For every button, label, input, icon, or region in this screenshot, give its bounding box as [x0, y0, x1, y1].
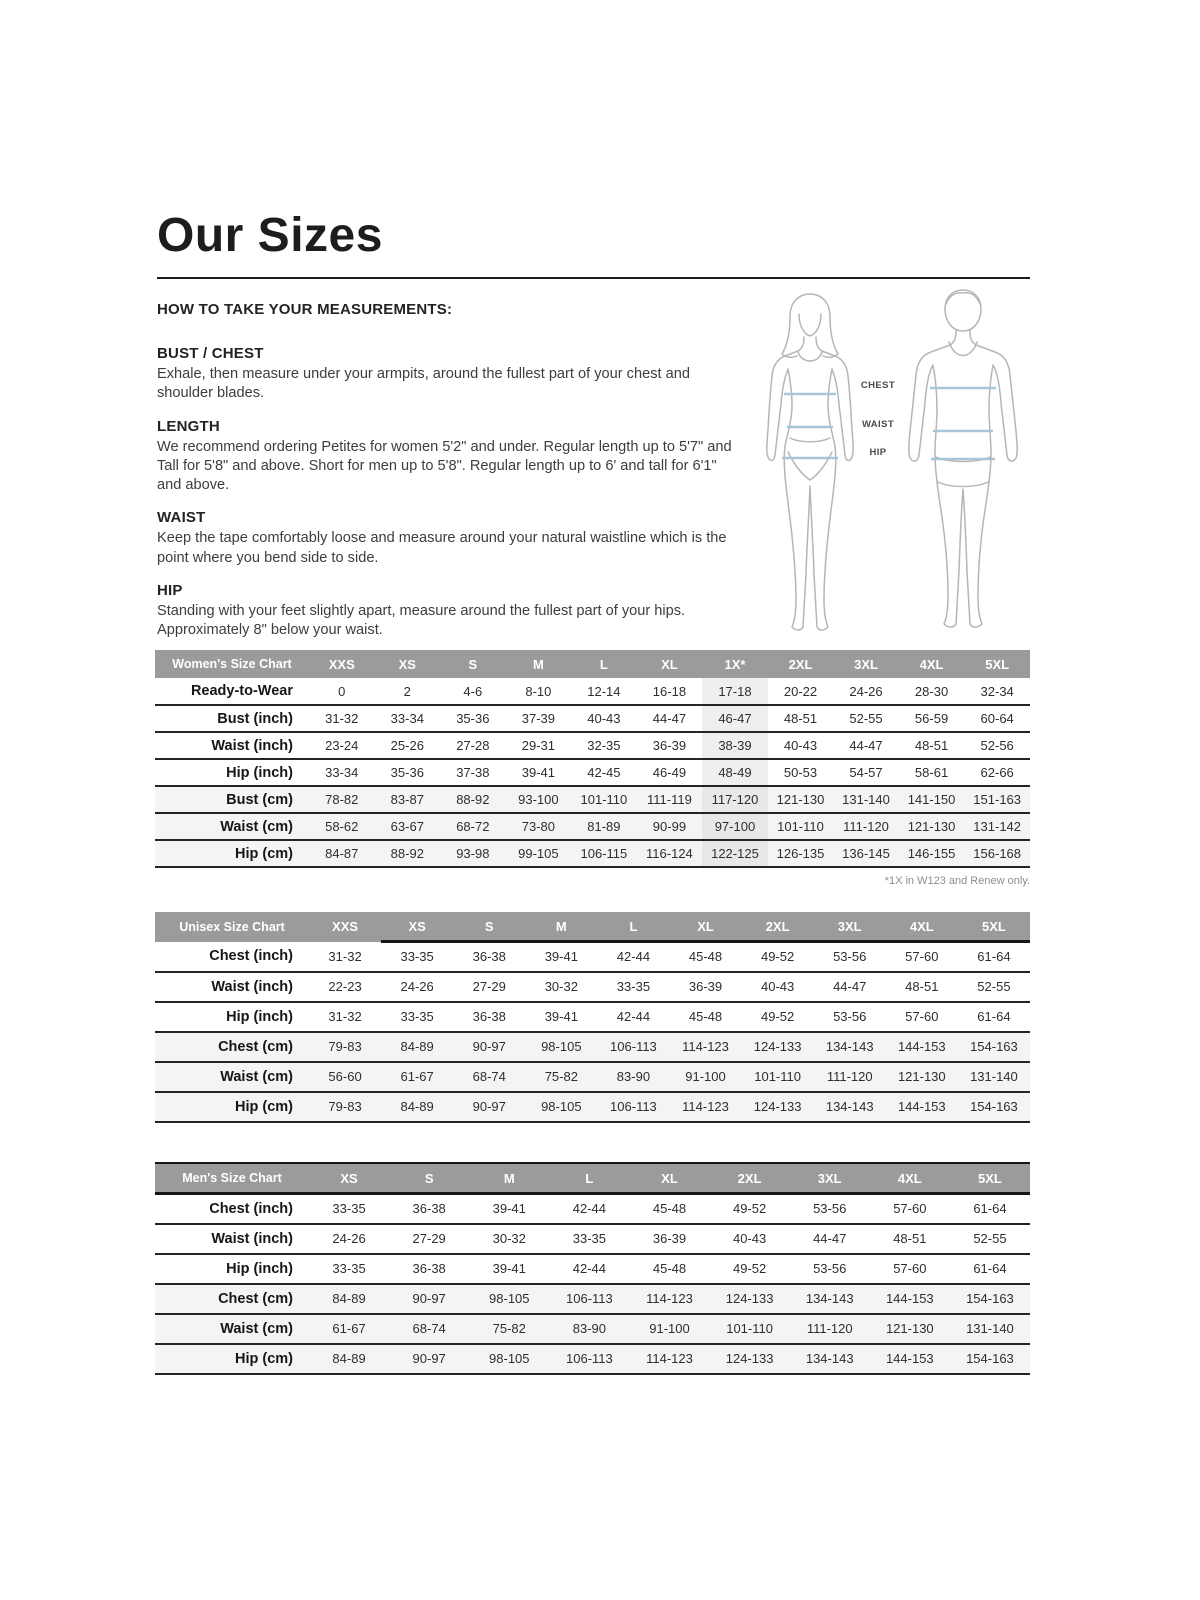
size-value-cell: 61-64 [977, 1009, 1011, 1024]
instruction-section-waist [157, 509, 737, 568]
size-value-cell: 106-113 [566, 1351, 613, 1366]
size-header-cell: 4XL [899, 650, 965, 678]
size-value-cell: 97-100 [702, 813, 768, 840]
size-value-cell: 27-29 [412, 1231, 446, 1246]
size-table-row [155, 705, 1030, 732]
size-table-row [155, 678, 1030, 705]
size-value-cell: 131-142 [973, 819, 1022, 834]
size-header-cell: 1X* [702, 650, 768, 678]
size-value-cell: 63-67 [390, 819, 424, 834]
size-value-cell: 42-44 [572, 1261, 606, 1276]
size-header-cell: XXS [309, 912, 381, 942]
instructions-heading: HOW TO TAKE YOUR MEASUREMENTS: [157, 301, 453, 318]
size-value-cell: 36-38 [472, 1009, 506, 1024]
size-value-cell: 30-32 [492, 1231, 526, 1246]
size-value-cell: 93-100 [518, 792, 559, 807]
size-value-cell: 32-34 [980, 683, 1014, 699]
size-value-cell: 31-32 [328, 1009, 362, 1024]
size-value-cell: 90-99 [652, 819, 687, 834]
size-value-cell: 40-43 [732, 1231, 767, 1246]
size-value-cell: 49-52 [760, 1009, 795, 1024]
row-label-cell: Waist (cm) [220, 1068, 293, 1085]
size-value-cell: 57-60 [905, 949, 939, 965]
size-value-cell: 52-55 [977, 979, 1011, 994]
size-value-cell: 88-92 [456, 792, 490, 807]
size-value-cell: 29-31 [521, 738, 555, 753]
size-value-cell: 52-55 [849, 711, 883, 726]
size-value-cell: 141-150 [907, 792, 956, 807]
size-header-cell: 2XL [742, 912, 814, 942]
size-header-cell: L [571, 650, 637, 678]
row-label-cell: Bust (cm) [226, 791, 293, 808]
size-value-cell: 98-105 [541, 1099, 582, 1114]
size-value-cell: 62-66 [980, 765, 1014, 780]
size-table-row [155, 759, 1030, 786]
size-header-cell: 5XL [958, 912, 1030, 942]
row-label-cell: Waist (inch) [211, 1230, 293, 1247]
table-header-row [155, 650, 1030, 678]
size-value-cell: 111-120 [826, 1069, 873, 1084]
size-value-cell: 90-97 [412, 1351, 446, 1366]
size-value-cell: 58-62 [325, 819, 359, 834]
size-value-cell: 81-89 [587, 819, 621, 834]
section-body: Exhale, then measure under your armpits, around the fullest part of your chest and shoulder blades. [157, 366, 690, 402]
size-value-cell: 106-113 [610, 1099, 657, 1114]
size-value-cell: 61-67 [332, 1321, 366, 1336]
size-table-row [155, 813, 1030, 840]
size-value-cell: 122-125 [702, 840, 768, 867]
size-value-cell: 124-133 [725, 1351, 774, 1366]
size-value-cell: 79-83 [328, 1039, 362, 1054]
size-value-cell: 42-44 [616, 949, 651, 965]
row-label-cell: Hip (cm) [235, 1350, 293, 1367]
size-value-cell: 33-35 [332, 1261, 366, 1276]
size-value-cell: 39-41 [544, 949, 578, 965]
size-value-cell: 28-30 [914, 683, 949, 699]
page-title: Our Sizes [157, 209, 383, 262]
size-value-cell: 44-47 [813, 1231, 847, 1246]
size-value-cell: 90-97 [472, 1039, 506, 1054]
size-value-cell: 68-74 [472, 1069, 506, 1084]
size-value-cell: 48-51 [905, 979, 939, 994]
section-body: We recommend ordering Petites for women 5'2" and under. Regular length up to 5'7" and Tall for 5'8" and above. Short for men up to 5'8". Regular length up to 6' and tall for 6'1" and above. [157, 438, 732, 493]
size-table-row [155, 1032, 1030, 1062]
size-value-cell: 49-52 [732, 1201, 767, 1217]
section-title: HIP [157, 581, 183, 599]
size-value-cell: 124-133 [753, 1039, 802, 1054]
size-value-cell: 98-105 [541, 1039, 582, 1054]
size-header-cell: XXS [309, 650, 375, 678]
size-table-row [155, 1314, 1030, 1344]
size-value-cell: 131-140 [970, 1069, 1018, 1084]
woman-figure-illustration [758, 290, 862, 636]
size-header-cell: XS [309, 1163, 389, 1194]
size-value-cell: 52-55 [973, 1231, 1007, 1246]
size-value-cell: 61-64 [973, 1261, 1007, 1276]
table-title-cell: Unisex Size Chart [155, 912, 309, 942]
size-value-cell: 131-140 [966, 1321, 1014, 1336]
size-value-cell: 101-110 [580, 792, 628, 807]
size-value-cell: 22-23 [328, 979, 362, 994]
size-value-cell: 38-39 [702, 732, 768, 759]
size-value-cell: 121-130 [897, 1069, 946, 1084]
row-label-cell: Chest (inch) [209, 1200, 293, 1217]
size-value-cell: 68-74 [412, 1321, 446, 1336]
row-label-cell: Bust (inch) [217, 710, 293, 727]
size-header-cell: 2XL [710, 1163, 790, 1194]
size-value-cell: 44-47 [833, 979, 867, 994]
size-value-cell: 156-168 [973, 846, 1022, 861]
size-value-cell: 27-28 [456, 738, 490, 753]
size-header-cell: 4XL [870, 1163, 950, 1194]
size-value-cell: 73-80 [521, 819, 555, 834]
size-value-cell: 78-82 [325, 792, 359, 807]
size-value-cell: 114-123 [682, 1039, 729, 1054]
size-value-cell: 106-113 [566, 1291, 613, 1306]
size-table-row [155, 1092, 1030, 1122]
size-value-cell: 90-97 [412, 1291, 446, 1306]
size-value-cell: 154-163 [970, 1099, 1018, 1114]
instruction-section-bust-chest [157, 345, 737, 404]
row-label-cell: Hip (inch) [226, 1008, 293, 1025]
size-table-row [155, 732, 1030, 759]
size-value-cell: 50-53 [783, 765, 818, 780]
size-value-cell: 33-35 [616, 979, 651, 994]
size-value-cell: 83-90 [572, 1321, 606, 1336]
size-value-cell: 39-41 [544, 1009, 578, 1024]
size-table-row [155, 1254, 1030, 1284]
size-value-cell: 40-43 [760, 979, 795, 994]
mens-size-chart-section [155, 1162, 1030, 1375]
women-size-chart-table [155, 650, 1030, 868]
size-header-cell: 4XL [886, 912, 958, 942]
size-value-cell: 56-59 [914, 711, 949, 726]
size-value-cell: 146-155 [907, 846, 956, 861]
size-value-cell: 114-123 [682, 1099, 729, 1114]
size-value-cell: 99-105 [518, 846, 559, 861]
row-label-cell: Hip (cm) [235, 1098, 293, 1115]
size-value-cell: 134-143 [805, 1351, 854, 1366]
size-value-cell: 39-41 [492, 1261, 526, 1276]
size-table-row [155, 942, 1030, 972]
size-value-cell: 106-115 [580, 846, 628, 861]
size-value-cell: 48-51 [783, 711, 818, 726]
size-value-cell: 48-49 [702, 759, 768, 786]
size-header-cell: XS [381, 912, 453, 942]
size-value-cell: 45-48 [652, 1201, 687, 1217]
size-value-cell: 24-26 [849, 683, 883, 699]
size-value-cell: 42-45 [587, 765, 621, 780]
row-label-cell: Hip (inch) [226, 1260, 293, 1277]
measurement-figures [752, 283, 1042, 639]
size-value-cell: 61-67 [400, 1069, 434, 1084]
size-table-row [155, 1062, 1030, 1092]
size-header-cell: 3XL [833, 650, 899, 678]
men-size-chart-table [155, 1162, 1030, 1375]
size-value-cell: 12-14 [587, 683, 621, 699]
measurement-instructions [157, 301, 737, 650]
size-value-cell: 114-123 [646, 1291, 693, 1306]
size-value-cell: 131-140 [842, 792, 890, 807]
size-table-row [155, 1344, 1030, 1374]
size-value-cell: 90-97 [472, 1099, 506, 1114]
size-value-cell: 57-60 [893, 1201, 927, 1217]
size-value-cell: 91-100 [649, 1321, 690, 1336]
size-value-cell: 0 [338, 683, 346, 699]
size-value-cell: 20-22 [783, 683, 818, 699]
size-header-cell: XL [669, 912, 741, 942]
size-value-cell: 36-38 [412, 1261, 446, 1276]
row-label-cell: Chest (inch) [209, 948, 293, 964]
instruction-section-hip [157, 582, 737, 641]
size-value-cell: 36-38 [412, 1201, 446, 1217]
size-value-cell: 36-38 [472, 949, 506, 965]
section-body: Standing with your feet slightly apart, measure around the fullest part of your hips. Approximately 8" below your waist. [157, 602, 686, 638]
size-value-cell: 46-49 [652, 765, 687, 780]
size-value-cell: 83-87 [390, 792, 424, 807]
size-value-cell: 75-82 [544, 1069, 578, 1084]
row-label-cell: Ready-to-Wear [190, 683, 293, 699]
size-value-cell: 101-110 [777, 819, 824, 834]
size-header-cell: S [440, 650, 506, 678]
table-title-cell: Men's Size Chart [155, 1163, 309, 1194]
size-header-cell: S [453, 912, 525, 942]
size-value-cell: 111-120 [843, 819, 889, 834]
size-value-cell: 126-135 [776, 846, 825, 861]
size-value-cell: 37-38 [456, 765, 490, 780]
size-value-cell: 144-153 [885, 1351, 934, 1366]
size-value-cell: 57-60 [905, 1009, 939, 1024]
size-table-row [155, 1224, 1030, 1254]
size-value-cell: 106-113 [610, 1039, 657, 1054]
size-value-cell: 68-72 [456, 819, 490, 834]
size-value-cell: 111-120 [806, 1321, 853, 1336]
size-value-cell: 45-48 [688, 949, 723, 965]
size-value-cell: 4-6 [463, 683, 483, 699]
size-value-cell: 8-10 [525, 683, 552, 699]
size-value-cell: 57-60 [893, 1261, 927, 1276]
size-value-cell: 31-32 [328, 948, 362, 964]
instruction-section-length [157, 418, 737, 496]
size-header-cell: 2XL [768, 650, 834, 678]
unisex-size-chart-table [155, 912, 1030, 1123]
table-header-row [155, 1163, 1030, 1194]
size-value-cell: 154-163 [966, 1291, 1014, 1306]
size-value-cell: 121-130 [907, 819, 956, 834]
size-value-cell: 53-56 [813, 1261, 847, 1276]
size-value-cell: 144-153 [885, 1291, 934, 1306]
size-value-cell: 36-39 [652, 1231, 687, 1246]
size-value-cell: 154-163 [966, 1351, 1014, 1366]
size-value-cell: 36-39 [652, 738, 687, 753]
size-value-cell: 116-124 [646, 846, 693, 861]
size-value-cell: 56-60 [328, 1069, 362, 1084]
size-value-cell: 134-143 [825, 1039, 874, 1054]
row-label-cell: Waist (inch) [211, 978, 293, 995]
size-value-cell: 136-145 [842, 846, 890, 861]
size-value-cell: 45-48 [652, 1261, 687, 1276]
size-header-cell: XL [629, 1163, 709, 1194]
size-value-cell: 39-41 [521, 765, 555, 780]
size-table-row [155, 1284, 1030, 1314]
size-value-cell: 48-51 [893, 1231, 927, 1246]
size-value-cell: 45-48 [688, 1009, 723, 1024]
size-value-cell: 144-153 [897, 1099, 946, 1114]
size-header-cell: L [597, 912, 669, 942]
size-value-cell: 75-82 [492, 1321, 526, 1336]
size-header-cell: 5XL [964, 650, 1030, 678]
row-label-cell: Waist (inch) [211, 737, 293, 754]
size-value-cell: 52-56 [980, 738, 1014, 753]
size-value-cell: 117-120 [702, 786, 768, 813]
size-value-cell: 23-24 [325, 738, 359, 753]
size-value-cell: 111-119 [647, 792, 692, 807]
size-value-cell: 61-64 [973, 1201, 1007, 1217]
row-label-cell: Hip (inch) [226, 764, 293, 781]
size-table-row [155, 840, 1030, 867]
size-value-cell: 60-64 [980, 711, 1014, 726]
size-value-cell: 2 [403, 683, 411, 699]
size-value-cell: 134-143 [805, 1291, 854, 1306]
size-value-cell: 61-64 [977, 949, 1011, 965]
section-title: BUST / CHEST [157, 345, 264, 362]
size-value-cell: 154-163 [970, 1039, 1018, 1054]
table-footnote: *1X in W123 and Renew only. [884, 875, 1030, 887]
section-title: LENGTH [157, 417, 220, 435]
womens-size-chart-section [155, 650, 1030, 887]
size-value-cell: 98-105 [489, 1291, 530, 1306]
size-value-cell: 42-44 [572, 1201, 606, 1217]
section-body: Keep the tape comfortably loose and measure around your natural waistline which is the point where you bend side to side. [157, 530, 727, 566]
size-value-cell: 24-26 [400, 979, 434, 994]
size-value-cell: 98-105 [489, 1351, 530, 1366]
hip-label: HIP [869, 447, 887, 458]
size-table-row [155, 786, 1030, 813]
size-header-cell: M [506, 650, 572, 678]
size-value-cell: 124-133 [725, 1291, 774, 1306]
size-value-cell: 54-57 [849, 765, 883, 780]
size-value-cell: 144-153 [897, 1039, 946, 1054]
size-value-cell: 46-47 [702, 705, 768, 732]
size-value-cell: 37-39 [521, 711, 555, 726]
size-value-cell: 84-89 [400, 1039, 434, 1054]
size-value-cell: 88-92 [390, 846, 424, 861]
size-value-cell: 49-52 [732, 1261, 767, 1276]
size-value-cell: 44-47 [652, 711, 687, 726]
size-value-cell: 121-130 [885, 1321, 934, 1336]
title-divider [157, 277, 1030, 279]
size-value-cell: 44-47 [849, 738, 883, 753]
size-value-cell: 84-89 [400, 1099, 434, 1114]
size-value-cell: 33-35 [400, 1009, 434, 1024]
size-value-cell: 42-44 [616, 1009, 651, 1024]
size-header-cell: 5XL [950, 1163, 1030, 1194]
size-table-row [155, 1194, 1030, 1224]
size-value-cell: 35-36 [456, 711, 490, 726]
size-header-cell: XS [375, 650, 441, 678]
unisex-size-chart-section [155, 912, 1030, 1123]
size-value-cell: 124-133 [753, 1099, 802, 1114]
size-value-cell: 31-32 [325, 711, 359, 726]
size-value-cell: 53-56 [833, 949, 867, 965]
size-value-cell: 24-26 [332, 1231, 366, 1246]
size-value-cell: 33-34 [390, 711, 424, 726]
size-header-cell: 3XL [814, 912, 886, 942]
size-table-row [155, 972, 1030, 1002]
size-value-cell: 49-52 [760, 949, 795, 965]
size-value-cell: 35-36 [390, 765, 424, 780]
size-value-cell: 58-61 [914, 765, 949, 780]
size-value-cell: 91-100 [685, 1069, 726, 1084]
size-value-cell: 83-90 [616, 1069, 651, 1084]
row-label-cell: Chest (cm) [218, 1038, 293, 1055]
chest-label: CHEST [860, 380, 896, 391]
size-value-cell: 114-123 [646, 1351, 693, 1366]
size-value-cell: 30-32 [544, 979, 578, 994]
size-value-cell: 84-87 [325, 846, 359, 861]
section-title: WAIST [157, 509, 206, 527]
waist-label: WAIST [861, 419, 895, 430]
size-value-cell: 36-39 [688, 979, 723, 994]
row-label-cell: Chest (cm) [218, 1290, 293, 1307]
table-title-cell: Women's Size Chart [155, 650, 309, 678]
size-value-cell: 48-51 [914, 738, 949, 753]
man-figure-illustration [900, 285, 1026, 641]
size-value-cell: 33-35 [572, 1231, 606, 1246]
size-value-cell: 40-43 [587, 711, 621, 726]
size-value-cell: 32-35 [587, 738, 621, 753]
size-header-cell: 3XL [790, 1163, 870, 1194]
row-label-cell: Waist (cm) [220, 1320, 293, 1337]
size-value-cell: 134-143 [825, 1099, 874, 1114]
size-value-cell: 121-130 [776, 792, 825, 807]
size-value-cell: 93-98 [456, 846, 490, 861]
size-value-cell: 53-56 [813, 1201, 847, 1217]
size-header-cell: XL [637, 650, 703, 678]
size-value-cell: 33-35 [332, 1201, 366, 1217]
size-header-cell: M [469, 1163, 549, 1194]
size-header-cell: M [525, 912, 597, 942]
size-value-cell: 151-163 [973, 792, 1022, 807]
size-value-cell: 79-83 [328, 1099, 362, 1114]
size-value-cell: 17-18 [702, 678, 768, 705]
size-value-cell: 25-26 [390, 738, 424, 753]
size-value-cell: 101-110 [754, 1069, 801, 1084]
size-value-cell: 16-18 [652, 683, 687, 699]
row-label-cell: Hip (cm) [235, 845, 293, 862]
size-value-cell: 33-35 [400, 949, 434, 965]
size-header-cell: L [549, 1163, 629, 1194]
size-value-cell: 27-29 [472, 979, 506, 994]
size-value-cell: 101-110 [726, 1321, 773, 1336]
row-label-cell: Waist (cm) [220, 818, 293, 835]
size-value-cell: 84-89 [332, 1351, 366, 1366]
size-table-row [155, 1002, 1030, 1032]
size-header-cell: S [389, 1163, 469, 1194]
size-value-cell: 39-41 [492, 1201, 526, 1217]
table-header-row [155, 912, 1030, 942]
size-value-cell: 53-56 [833, 1009, 867, 1024]
size-value-cell: 84-89 [332, 1291, 366, 1306]
size-value-cell: 40-43 [783, 738, 818, 753]
size-value-cell: 33-34 [325, 765, 359, 780]
